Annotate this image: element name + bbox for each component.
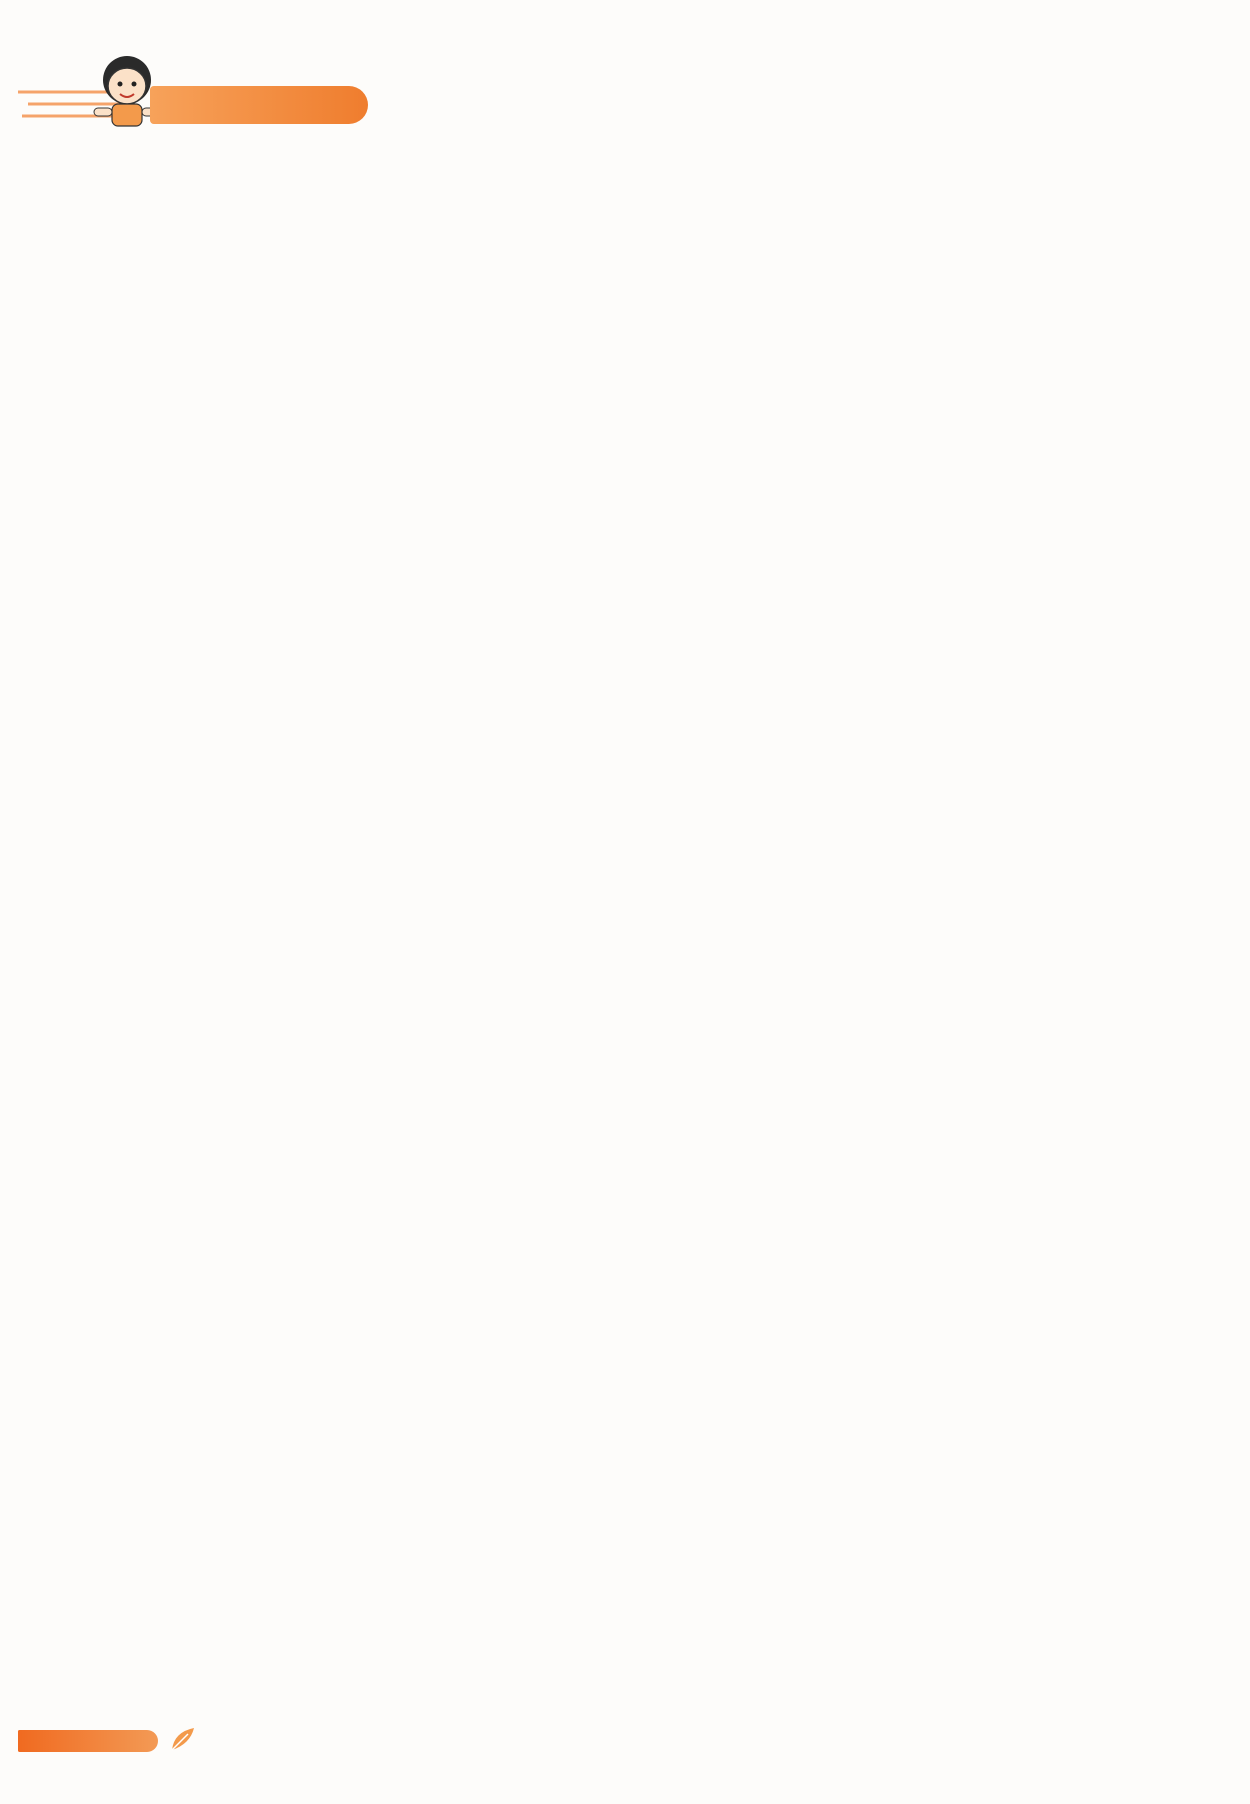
- answer-section-7-item-3: [176, 1291, 256, 1327]
- page-number-tab: [18, 1730, 158, 1752]
- answer-section-7-item-4: [176, 1362, 256, 1398]
- answer-section-5-item-4: [178, 862, 256, 898]
- leaf-icon: [168, 1724, 198, 1754]
- page-footer: [18, 1718, 188, 1758]
- answer-section-7-item-1: [134, 1077, 256, 1113]
- answer-section-7-item-5: [176, 1434, 256, 1470]
- answer-section-4-item-3: [178, 647, 256, 683]
- answer-section-4-item-2: [178, 576, 256, 612]
- answer-section-7-item-2: [176, 1149, 256, 1185]
